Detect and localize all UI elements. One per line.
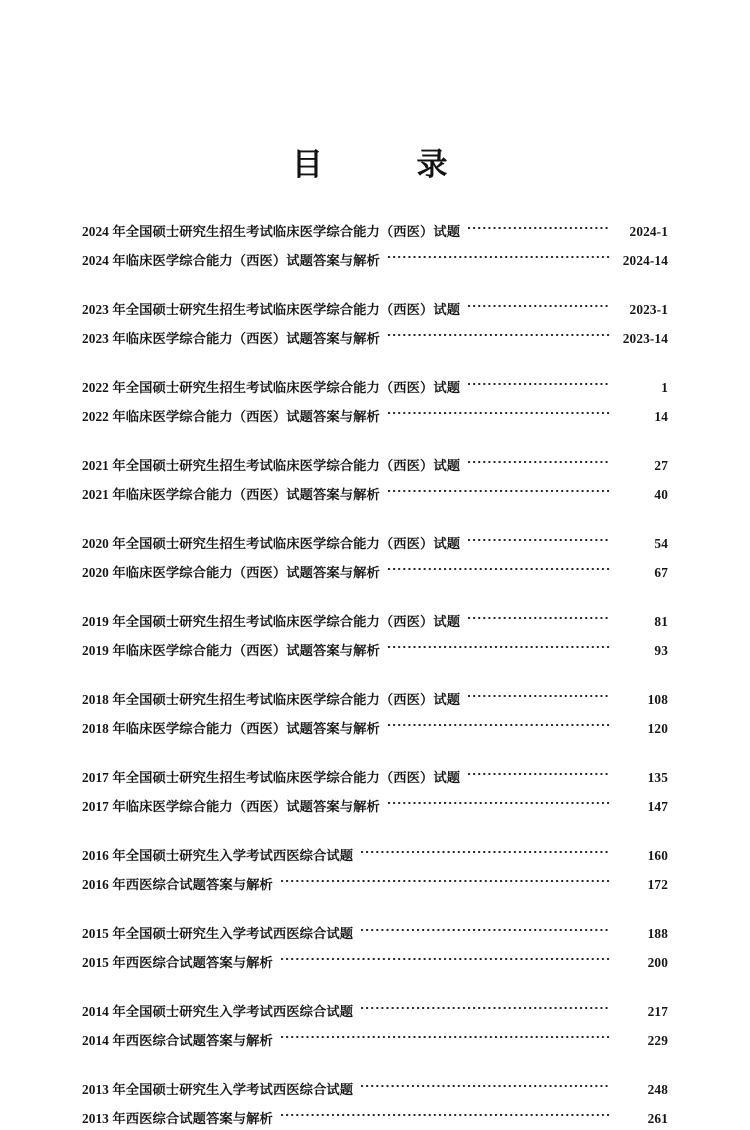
toc-entry[interactable] [82,633,668,662]
toc-entry[interactable] [82,916,668,945]
toc-entry[interactable] [82,1023,668,1052]
dot-leader [388,321,610,343]
toc-group [82,370,668,428]
toc-group [82,838,668,896]
toc-entry[interactable] [82,604,668,633]
toc-entry-title: 2021 年临床医学综合能力（西医）试题答案与解析 [82,487,380,503]
toc-entry-page-number: 217 [647,1004,668,1020]
toc-entry-title: 2013 年西医综合试题答案与解析 [82,1111,273,1127]
toc-entry-title: 2021 年全国硕士研究生招生考试临床医学综合能力（西医）试题 [82,458,461,474]
toc-entry-title: 2022 年临床医学综合能力（西医）试题答案与解析 [82,409,380,425]
toc-entry-page-number: 160 [647,848,668,864]
toc-entry-title: 2019 年临床医学综合能力（西医）试题答案与解析 [82,643,380,659]
toc-entry[interactable] [82,292,668,321]
toc-entry[interactable] [82,555,668,584]
toc-entry-page-number: 147 [647,799,668,815]
dot-leader [468,214,610,236]
toc-entry-title: 2014 年西医综合试题答案与解析 [82,1033,273,1049]
toc-entry-page-number: 1 [661,380,668,396]
toc-entry[interactable] [82,789,668,818]
toc-entry[interactable] [82,1101,668,1130]
toc-entry-title: 2024 年全国硕士研究生招生考试临床医学综合能力（西医）试题 [82,224,461,240]
dot-leader [468,682,610,704]
toc-entry-title: 2014 年全国硕士研究生入学考试西医综合试题 [82,1004,354,1020]
dot-leader [388,477,610,499]
toc-group [82,916,668,974]
toc-entry-page-number: 188 [647,926,668,942]
toc-entry[interactable] [82,477,668,506]
dot-leader [388,399,610,421]
dot-leader [468,604,610,626]
toc-entry-page-number: 54 [654,536,668,552]
toc-entry[interactable] [82,526,668,555]
dot-leader [388,633,610,655]
toc-group [82,448,668,506]
toc-entry[interactable] [82,867,668,896]
toc-entry[interactable] [82,711,668,740]
toc-entry-title: 2017 年全国硕士研究生招生考试临床医学综合能力（西医）试题 [82,770,461,786]
toc-entry-page-number: 81 [654,614,668,630]
dot-leader [361,916,610,938]
toc-entry-page-number: 120 [647,721,668,737]
dot-leader [468,448,610,470]
toc-entry[interactable] [82,838,668,867]
toc-entry-page-number: 2024-14 [622,253,668,269]
toc-entry[interactable] [82,321,668,350]
toc-entry-title: 2024 年临床医学综合能力（西医）试题答案与解析 [82,253,380,269]
dot-leader [281,1101,610,1123]
toc-entry-page-number: 67 [654,565,668,581]
dot-leader [361,1072,610,1094]
toc-entry-page-number: 2023-1 [629,302,668,318]
dot-leader [468,760,610,782]
toc-entry[interactable] [82,399,668,428]
toc-entry-title: 2018 年全国硕士研究生招生考试临床医学综合能力（西医）试题 [82,692,461,708]
toc-entry-page-number: 135 [647,770,668,786]
dot-leader [468,370,610,392]
dot-leader [388,555,610,577]
toc-entry-title: 2015 年西医综合试题答案与解析 [82,955,273,971]
toc-entry-page-number: 172 [647,877,668,893]
toc-group [82,682,668,740]
toc-entry-title: 2017 年临床医学综合能力（西医）试题答案与解析 [82,799,380,815]
dot-leader [281,945,610,967]
toc-entry-title: 2022 年全国硕士研究生招生考试临床医学综合能力（西医）试题 [82,380,461,396]
toc-entry-page-number: 261 [647,1111,668,1127]
toc-entry-page-number: 2023-14 [622,331,668,347]
dot-leader [281,867,610,889]
toc-entry[interactable] [82,370,668,399]
dot-leader [388,243,610,265]
toc-group [82,214,668,272]
dot-leader [361,838,610,860]
toc-entry[interactable] [82,994,668,1023]
toc-group [82,1072,668,1130]
toc-entry-title: 2020 年临床医学综合能力（西医）试题答案与解析 [82,565,380,581]
toc-entry-page-number: 108 [647,692,668,708]
toc-entry[interactable] [82,760,668,789]
toc-entry-title: 2020 年全国硕士研究生招生考试临床医学综合能力（西医）试题 [82,536,461,552]
toc-group [82,526,668,584]
toc-entry[interactable] [82,448,668,477]
toc-group [82,760,668,818]
toc-entry-page-number: 229 [647,1033,668,1049]
toc-entry-title: 2019 年全国硕士研究生招生考试临床医学综合能力（西医）试题 [82,614,461,630]
toc-entry-title: 2023 年临床医学综合能力（西医）试题答案与解析 [82,331,380,347]
toc-entry-page-number: 200 [647,955,668,971]
toc-group [82,994,668,1052]
toc-entry-title: 2015 年全国硕士研究生入学考试西医综合试题 [82,926,354,942]
toc-group [82,292,668,350]
dot-leader [281,1023,610,1045]
page-title: 目 录 [291,147,459,182]
dot-leader [388,711,610,733]
dot-leader [468,526,610,548]
dot-leader [361,994,610,1016]
dot-leader [388,789,610,811]
toc-entry-title: 2013 年全国硕士研究生入学考试西医综合试题 [82,1082,354,1098]
toc-entry-page-number: 14 [654,409,668,425]
toc-list [82,182,668,1130]
toc-entry-page-number: 93 [654,643,668,659]
toc-entry-page-number: 40 [654,487,668,503]
toc-entry-title: 2018 年临床医学综合能力（西医）试题答案与解析 [82,721,380,737]
toc-entry[interactable] [82,682,668,711]
toc-entry-title: 2016 年西医综合试题答案与解析 [82,877,273,893]
toc-entry-title: 2023 年全国硕士研究生招生考试临床医学综合能力（西医）试题 [82,302,461,318]
dot-leader [468,292,610,314]
toc-entry[interactable] [82,214,668,243]
toc-entry-page-number: 248 [647,1082,668,1098]
toc-entry-page-number: 27 [654,458,668,474]
toc-entry-page-number: 2024-1 [629,224,668,240]
toc-entry[interactable] [82,945,668,974]
toc-group [82,604,668,662]
toc-entry[interactable] [82,243,668,272]
toc-entry-title: 2016 年全国硕士研究生入学考试西医综合试题 [82,848,354,864]
toc-entry[interactable] [82,1072,668,1101]
